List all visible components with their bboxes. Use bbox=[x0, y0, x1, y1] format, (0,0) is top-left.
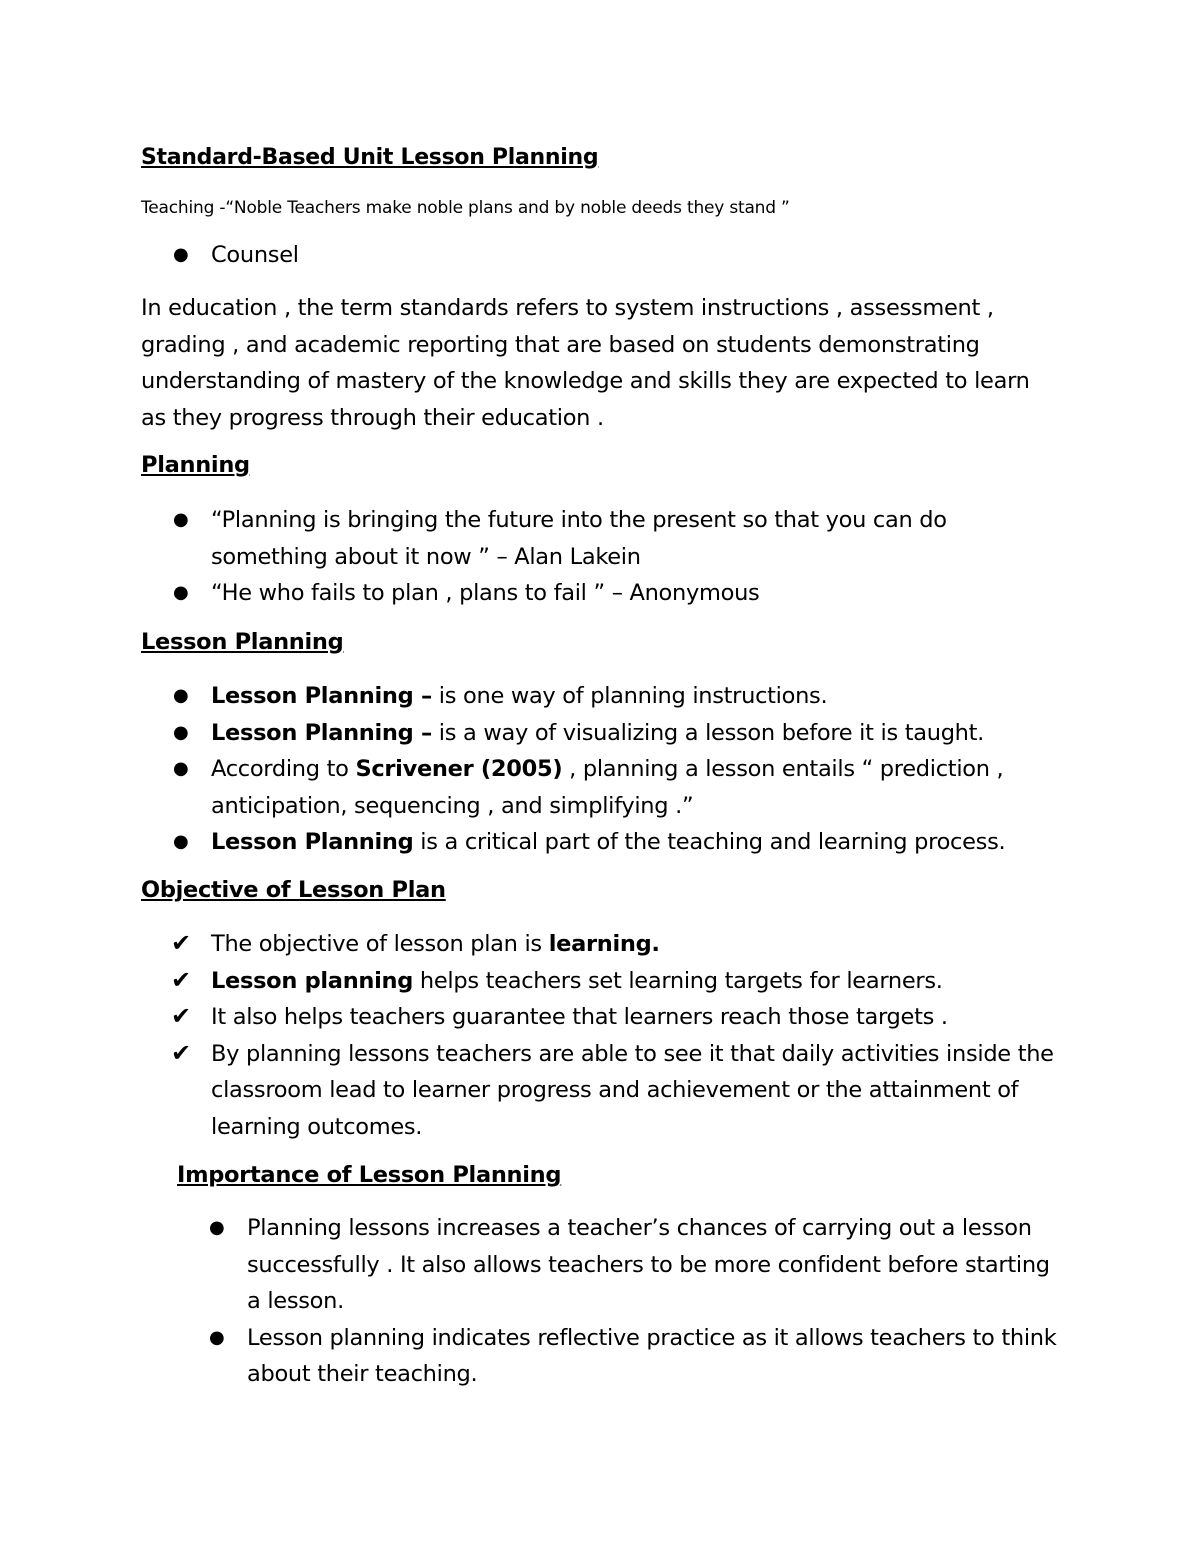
list-item bbox=[141, 751, 1021, 824]
objective-text: The objective of lesson plan is bbox=[211, 931, 549, 957]
bullet-icon: ● bbox=[173, 582, 189, 603]
list-item bbox=[141, 575, 1021, 612]
counsel-text: Counsel bbox=[211, 242, 299, 268]
planning-heading: Planning bbox=[141, 452, 250, 478]
teaching-quote-line: Teaching -“Noble Teachers make noble plans and by noble deeds they stand ” bbox=[141, 198, 790, 218]
lesson-planning-definition: is a critical part of the teaching and learning process. bbox=[413, 829, 1006, 855]
objective-bold: Lesson planning bbox=[211, 967, 414, 994]
planning-quotes-list bbox=[141, 502, 1021, 612]
list-item bbox=[141, 963, 1061, 1000]
bullet-icon: ● bbox=[209, 1217, 225, 1238]
importance-text: Planning lessons increases a teacher’s chances of carrying out a lesson successfully . It also allows teachers to be more confident before starting a lesson. bbox=[247, 1215, 1050, 1314]
bullet-icon: ● bbox=[173, 831, 189, 852]
list-item bbox=[141, 824, 1021, 861]
list-item bbox=[141, 502, 1021, 575]
objective-list bbox=[141, 926, 1061, 1145]
lesson-planning-heading: Lesson Planning bbox=[141, 629, 344, 655]
importance-text: Lesson planning indicates reflective practice as it allows teachers to think about their teaching. bbox=[247, 1324, 1057, 1387]
list-item bbox=[141, 237, 1041, 274]
checkmark-icon: ✔ bbox=[171, 929, 191, 957]
bullet-icon: ● bbox=[173, 758, 189, 779]
lesson-planning-term: Lesson Planning – bbox=[211, 683, 432, 709]
checkmark-icon: ✔ bbox=[171, 965, 191, 994]
planning-quote-1: “Planning is bringing the future into the present so that you can do something about it now ” – Alan Lakein bbox=[211, 507, 947, 570]
lesson-planning-list bbox=[141, 678, 1021, 861]
planning-quote-2: “He who fails to plan , plans to fail ” – Anonymous bbox=[211, 580, 760, 606]
checkmark-icon: ✔ bbox=[171, 1038, 191, 1067]
importance-heading: Importance of Lesson Planning bbox=[177, 1162, 562, 1188]
bullet-icon: ● bbox=[173, 721, 189, 743]
scrivener-prefix: According to bbox=[211, 756, 356, 782]
bullet-icon: ● bbox=[209, 1326, 225, 1348]
objective-text: helps teachers set learning targets for learners. bbox=[413, 967, 943, 994]
scrivener-text: , planning a lesson entails “ prediction , anticipation, sequencing , and simplifying .” bbox=[211, 756, 1004, 819]
intro-paragraph: In education , the term standards refers to system instructions , assessment , grading , and academic reporting that are based on students demonstrating understanding of mastery of the knowledge and skills they are expected to learn as they progress through their education . bbox=[141, 295, 1030, 431]
list-item bbox=[177, 1210, 1067, 1320]
list-item bbox=[141, 1036, 1061, 1146]
list-item bbox=[141, 999, 1061, 1036]
bullet-icon: ● bbox=[173, 244, 189, 265]
objective-bold: learning. bbox=[548, 931, 660, 957]
checkmark-icon: ✔ bbox=[171, 1002, 191, 1030]
list-item bbox=[141, 715, 1021, 752]
importance-list bbox=[177, 1210, 1067, 1393]
bullet-icon: ● bbox=[173, 685, 189, 706]
bullet-icon: ● bbox=[173, 509, 189, 530]
document-title: Standard-Based Unit Lesson Planning bbox=[141, 145, 599, 170]
counsel-list bbox=[141, 237, 1041, 274]
list-item bbox=[177, 1320, 1067, 1393]
list-item bbox=[141, 926, 1061, 963]
scrivener-citation: Scrivener (2005) bbox=[355, 756, 563, 782]
objective-heading: Objective of Lesson Plan bbox=[141, 877, 446, 903]
lesson-planning-definition: is one way of planning instructions. bbox=[431, 683, 828, 709]
lesson-planning-term: Lesson Planning bbox=[211, 829, 414, 855]
objective-text: It also helps teachers guarantee that learners reach those targets . bbox=[211, 1004, 948, 1030]
lesson-planning-term: Lesson Planning – bbox=[211, 719, 432, 746]
objective-text: By planning lessons teachers are able to see it that daily activities inside the classroom lead to learner progress and achievement or the attainment of learning outcomes. bbox=[211, 1040, 1054, 1140]
lesson-planning-definition: is a way of visualizing a lesson before it is taught. bbox=[431, 719, 985, 746]
list-item bbox=[141, 678, 1021, 715]
